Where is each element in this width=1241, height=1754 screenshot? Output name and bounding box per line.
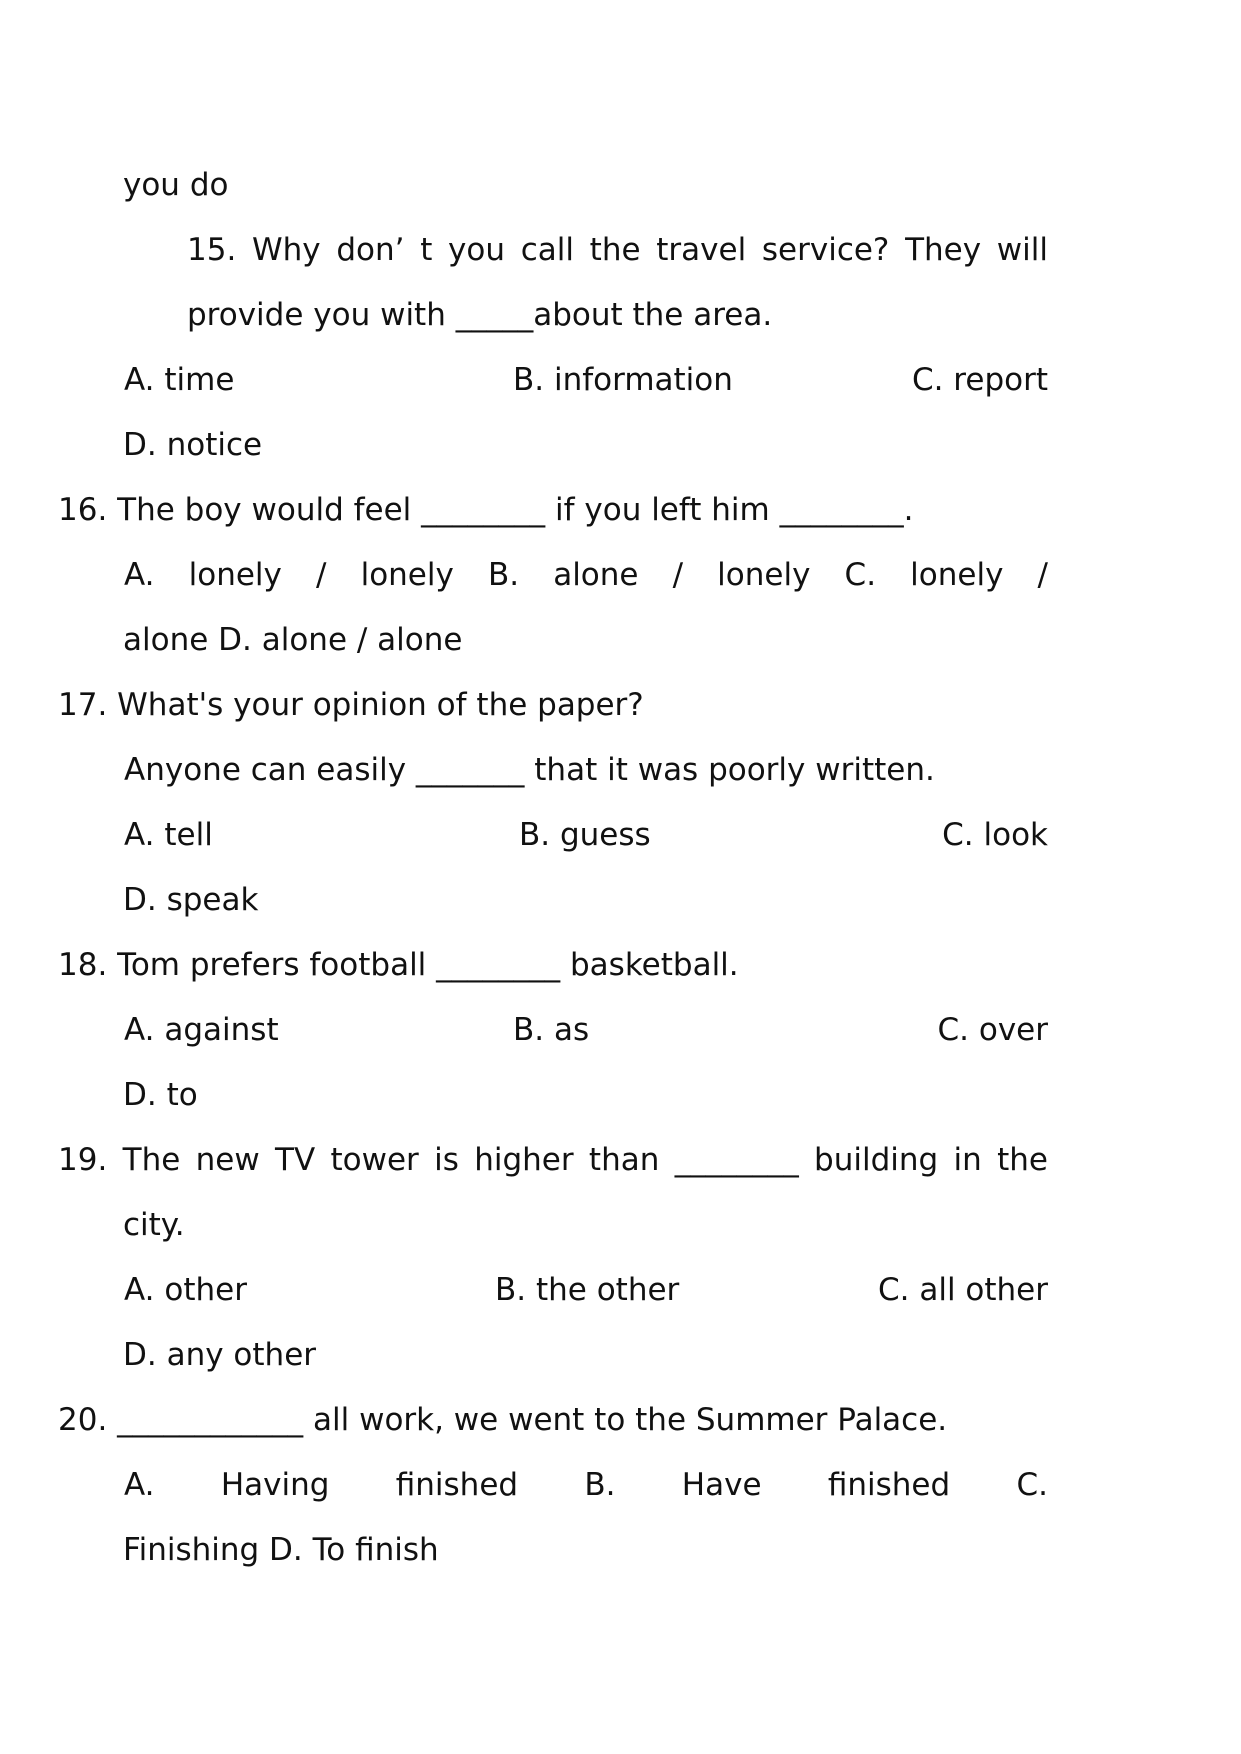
option-c: C. look <box>942 817 1048 853</box>
question-18-stem: 18. Tom prefers football ________ basketball. <box>58 947 739 983</box>
option-b: B. guess <box>519 817 651 853</box>
option-c: C. all other <box>877 1272 1048 1308</box>
option-b: B. the other <box>495 1272 680 1308</box>
question-17-stem: 17. What's your opinion of the paper? <box>58 687 644 723</box>
option-d: D. to <box>123 1077 198 1113</box>
option-c: C. over <box>937 1012 1048 1048</box>
option-b: B. information <box>513 362 733 398</box>
option-a: A. other <box>124 1272 247 1308</box>
question-20-stem: 20. ____________ all work, we went to the Summer Palace. <box>58 1402 948 1438</box>
question-16-options-continued: alone D. alone / alone <box>123 622 463 658</box>
question-15-stem: 15. Why don’ t you call the travel service? They will <box>187 232 1048 268</box>
question-14-continuation: you do <box>123 167 229 203</box>
option-a: A. tell <box>124 817 213 853</box>
option-b: B. as <box>513 1012 590 1048</box>
question-19-stem-continued: city. <box>123 1207 185 1243</box>
option-d: D. speak <box>123 882 259 918</box>
option-c: C. report <box>911 362 1048 398</box>
question-15-stem-continued: provide you with _____about the area. <box>187 297 773 333</box>
question-20-options-continued: Finishing D. To finish <box>123 1532 439 1568</box>
question-19-stem: 19. The new TV tower is higher than ________ building in the <box>58 1142 1048 1178</box>
option-d: D. notice <box>123 427 263 463</box>
question-20-options: A. Having finished B. Have finished C. <box>124 1467 1048 1503</box>
question-16-options: A. lonely / lonely B. alone / lonely C. lonely / <box>124 557 1048 593</box>
option-d: D. any other <box>123 1337 317 1373</box>
question-17-sentence: Anyone can easily _______ that it was poorly written. <box>124 752 935 788</box>
question-16-stem: 16. The boy would feel ________ if you left him ________. <box>58 492 914 528</box>
option-a: A. time <box>124 362 235 398</box>
option-a: A. against <box>124 1012 279 1048</box>
